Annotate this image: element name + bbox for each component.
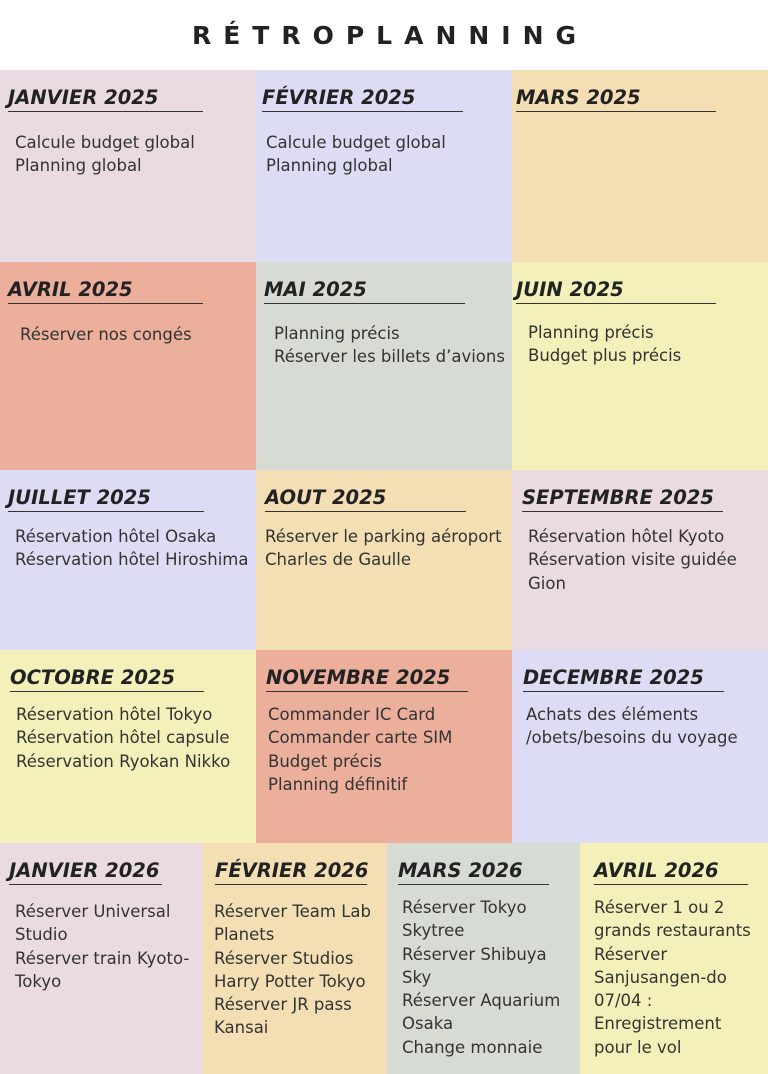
month-cell-juin-2025 <box>512 262 768 470</box>
task-item: Harry Potter Tokyo <box>214 971 366 991</box>
task-item: Calcule budget global <box>266 133 446 152</box>
task-list <box>268 703 452 796</box>
task-item: Change monnaie <box>402 1037 543 1057</box>
month-heading: FÉVRIER 2026 <box>215 843 367 885</box>
task-item: Réserver Studios <box>214 948 354 968</box>
task-item: Réserver 1 ou 2 <box>594 898 725 917</box>
task-item: Enregistrement <box>594 1014 722 1034</box>
month-heading: AOUT 2025 <box>265 470 466 512</box>
month-heading: MARS 2025 <box>516 70 716 112</box>
task-list <box>265 525 502 572</box>
task-item: Réserver <box>594 944 668 964</box>
task-item: Réservation hôtel Osaka <box>15 527 217 546</box>
month-cell-juillet-2025 <box>0 470 256 650</box>
month-cell-mai-2025 <box>256 262 512 470</box>
month-heading: AVRIL 2025 <box>8 262 203 304</box>
task-item: Kansai <box>214 1018 269 1038</box>
task-item: Tokyo <box>15 971 62 991</box>
task-item: Budget plus précis <box>528 346 682 366</box>
task-item: Achats des éléments <box>526 705 699 724</box>
task-list <box>15 131 195 178</box>
month-cell-mars-2025 <box>512 70 768 262</box>
month-cell-novembre-2025 <box>256 650 512 843</box>
task-item: 07/04 : <box>594 991 653 1011</box>
task-item: Sky <box>402 967 432 987</box>
task-list <box>15 900 189 993</box>
month-cell-aout-2025 <box>256 470 512 650</box>
task-item: Planets <box>214 925 275 945</box>
month-heading: AVRIL 2026 <box>594 843 748 885</box>
task-item: pour le vol <box>594 1037 682 1057</box>
month-heading: MAI 2025 <box>264 262 465 304</box>
task-list <box>402 896 560 1059</box>
task-item: Sanjusangen-do <box>594 967 727 987</box>
task-item: Calcule budget global <box>15 133 195 152</box>
month-cell-janvier-2025 <box>0 70 256 262</box>
task-item: Skytree <box>402 921 465 941</box>
task-item: Planning définitif <box>268 774 408 794</box>
month-heading: OCTOBRE 2025 <box>10 650 204 692</box>
task-item: Planning global <box>266 156 393 176</box>
task-item: Studio <box>15 925 68 945</box>
task-item: Réserver train Kyoto- <box>15 948 190 968</box>
task-item: Gion <box>528 573 566 593</box>
task-item: Charles de Gaulle <box>265 550 411 570</box>
task-item: Réserver Team Lab <box>214 902 371 921</box>
page-title: RÉTROPLANNING <box>191 20 589 50</box>
task-item: Réserver Aquarium <box>402 991 561 1011</box>
month-cell-fevrier-2025 <box>256 70 512 262</box>
task-item: grands restaurants <box>594 921 751 941</box>
task-list <box>15 525 248 572</box>
task-list <box>266 131 446 178</box>
task-item: Budget précis <box>268 751 382 771</box>
task-list <box>528 321 681 368</box>
month-cell-fevrier-2026 <box>203 843 387 1074</box>
task-item: Commander IC Card <box>268 705 436 724</box>
task-item: Réservation hôtel Kyoto <box>528 527 725 546</box>
task-item: Réserver Shibuya <box>402 944 547 964</box>
task-item: Réserver nos congés <box>20 325 192 344</box>
task-item: Réserver le parking aéroport <box>265 527 502 546</box>
task-item: Réservation Ryokan Nikko <box>16 751 231 771</box>
month-heading: JANVIER 2026 <box>9 843 162 885</box>
month-cell-septembre-2025 <box>512 470 768 650</box>
task-item: Réserver les billets d’avions <box>274 347 505 367</box>
task-item: Osaka <box>402 1014 454 1034</box>
month-heading: JANVIER 2025 <box>8 70 203 112</box>
task-list <box>526 703 738 750</box>
task-item: Réserver Universal <box>15 902 171 921</box>
task-item: Réservation hôtel capsule <box>16 728 230 748</box>
task-list <box>20 323 192 346</box>
task-list <box>594 896 751 1059</box>
task-item: Planning global <box>15 156 142 176</box>
task-item: Commander carte SIM <box>268 728 453 748</box>
task-list <box>214 900 371 1040</box>
month-heading: JUIN 2025 <box>516 262 716 304</box>
month-cell-janvier-2026 <box>0 843 203 1074</box>
month-heading: SEPTEMBRE 2025 <box>522 470 723 512</box>
task-item: Planning précis <box>528 323 654 342</box>
month-heading: DECEMBRE 2025 <box>523 650 724 692</box>
month-cell-mars-2026 <box>387 843 580 1074</box>
task-item: Réservation hôtel Hiroshima <box>15 550 249 570</box>
month-heading: MARS 2026 <box>398 843 549 885</box>
task-item: Réserver JR pass <box>214 995 352 1015</box>
month-cell-avril-2025 <box>0 262 256 470</box>
month-cell-octobre-2025 <box>0 650 256 843</box>
month-heading: FÉVRIER 2025 <box>262 70 463 112</box>
month-heading: NOVEMBRE 2025 <box>266 650 468 692</box>
task-item: Planning précis <box>274 324 400 343</box>
task-item: Réservation hôtel Tokyo <box>16 705 213 724</box>
month-heading: JUILLET 2025 <box>8 470 204 512</box>
task-list <box>16 703 230 773</box>
task-item: Réserver Tokyo <box>402 898 527 917</box>
task-item: Réservation visite guidée <box>528 550 737 570</box>
task-list <box>274 322 505 369</box>
month-cell-decembre-2025 <box>512 650 768 843</box>
task-list <box>528 525 737 595</box>
month-cell-avril-2026 <box>580 843 768 1074</box>
task-item: /obets/besoins du voyage <box>526 728 738 748</box>
